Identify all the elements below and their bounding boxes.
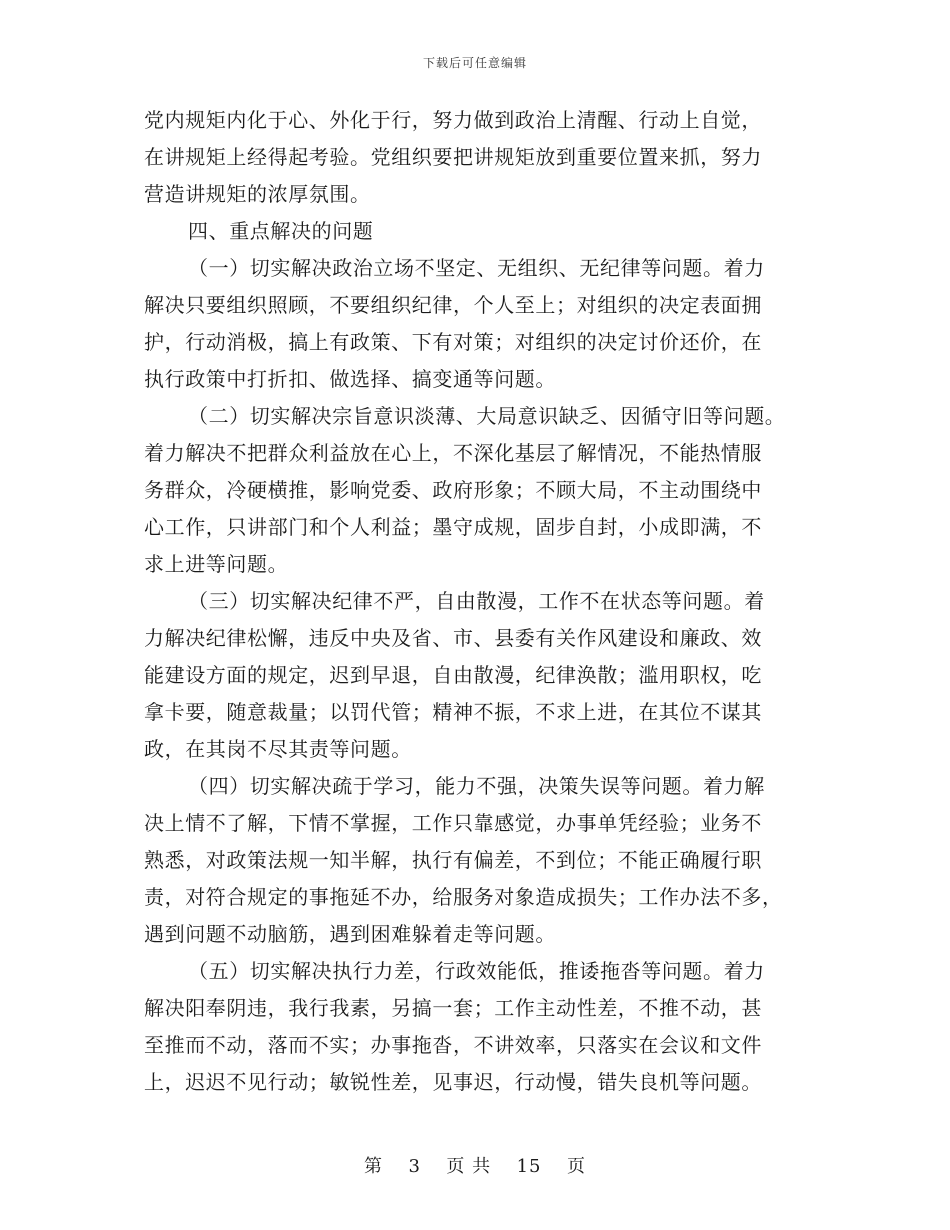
text-line: 责，对符合规定的事拖延不办，给服务对象造成损失；工作办法不多， xyxy=(144,885,783,909)
text-line: 务群众，冷硬横推，影响党委、政府形象；不顾大局，不主动围绕中 xyxy=(144,478,762,502)
text-line: 着力解决不把群众利益放在心上，不深化基层了解情况，不能热情服 xyxy=(144,441,762,465)
paragraph xyxy=(144,583,812,768)
text-line: 能建设方面的规定，迟到早退，自由散漫，纪律涣散；滥用职权，吃 xyxy=(144,663,762,687)
document-body xyxy=(144,102,812,1101)
page-suffix: 页 xyxy=(566,1156,586,1177)
text-line: 遇到问题不动脑筋，遇到困难躲着走等问题。 xyxy=(144,922,556,946)
text-line: 至推而不动，落而不实；办事拖沓，不讲效率，只落实在会议和文件 xyxy=(144,1033,762,1057)
text-line: 拿卡要，随意裁量；以罚代管；精神不振，不求上进，在其位不谋其 xyxy=(144,700,762,724)
total-pages: 15 xyxy=(516,1156,542,1177)
page-footer xyxy=(0,1152,950,1178)
text-line: 党内规矩内化于心、外化于行，努力做到政治上清醒、行动上自觉， xyxy=(144,108,762,132)
page-header: 下载后可任意编辑 xyxy=(422,56,527,70)
text-line: 决上情不了解，下情不掌握，工作只靠感觉，办事单凭经验；业务不 xyxy=(144,811,762,835)
page-prefix: 第 xyxy=(364,1156,384,1177)
page-middle: 页 共 xyxy=(446,1156,492,1177)
text-line: （四）切实解决疏于学习，能力不强，决策失误等问题。着力解 xyxy=(188,774,765,798)
text-line: 上，迟迟不见行动；敏锐性差，见事迟，行动慢，错失良机等问题。 xyxy=(144,1070,762,1094)
text-line: 力解决纪律松懈，违反中央及省、市、县委有关作风建设和廉政、效 xyxy=(144,626,762,650)
paragraph xyxy=(144,398,812,583)
paragraph xyxy=(144,102,812,213)
text-line: 政，在其岗不尽其责等问题。 xyxy=(144,737,412,761)
text-line: 解决只要组织照顾，不要组织纪律，个人至上；对组织的决定表面拥 xyxy=(144,293,762,317)
page-number: 3 xyxy=(408,1156,421,1177)
text-line: 求上进等问题。 xyxy=(144,552,289,576)
text-line: 在讲规矩上经得起考验。党组织要把讲规矩放到重要位置来抓，努力 xyxy=(144,145,762,169)
text-line: 解决阳奉阴违，我行我素，另搞一套；工作主动性差，不推不动，甚 xyxy=(144,996,762,1020)
section-heading xyxy=(144,213,812,250)
text-line: 执行政策中打折扣、做选择、搞变通等问题。 xyxy=(144,367,556,391)
text-line: 熟悉，对政策法规一知半解，执行有偏差，不到位；不能正确履行职 xyxy=(144,848,762,872)
paragraph xyxy=(144,768,812,953)
text-line: （一）切实解决政治立场不坚定、无组织、无纪律等问题。着力 xyxy=(188,256,765,280)
text-line: 四、重点解决的问题 xyxy=(188,219,374,243)
text-line: 营造讲规矩的浓厚氛围。 xyxy=(144,182,371,206)
paragraph xyxy=(144,250,812,398)
text-line: （五）切实解决执行力差，行政效能低，推诿拖沓等问题。着力 xyxy=(188,959,765,983)
text-line: （三）切实解决纪律不严，自由散漫，工作不在状态等问题。着 xyxy=(188,589,765,613)
text-line: 护，行动消极，搞上有政策、下有对策；对组织的决定讨价还价，在 xyxy=(144,330,762,354)
text-line: 心工作，只讲部门和个人利益；墨守成规，固步自封，小成即满，不 xyxy=(144,515,762,539)
paragraph xyxy=(144,953,812,1101)
text-line: （二）切实解决宗旨意识淡薄、大局意识缺乏、因循守旧等问题。 xyxy=(188,404,786,428)
